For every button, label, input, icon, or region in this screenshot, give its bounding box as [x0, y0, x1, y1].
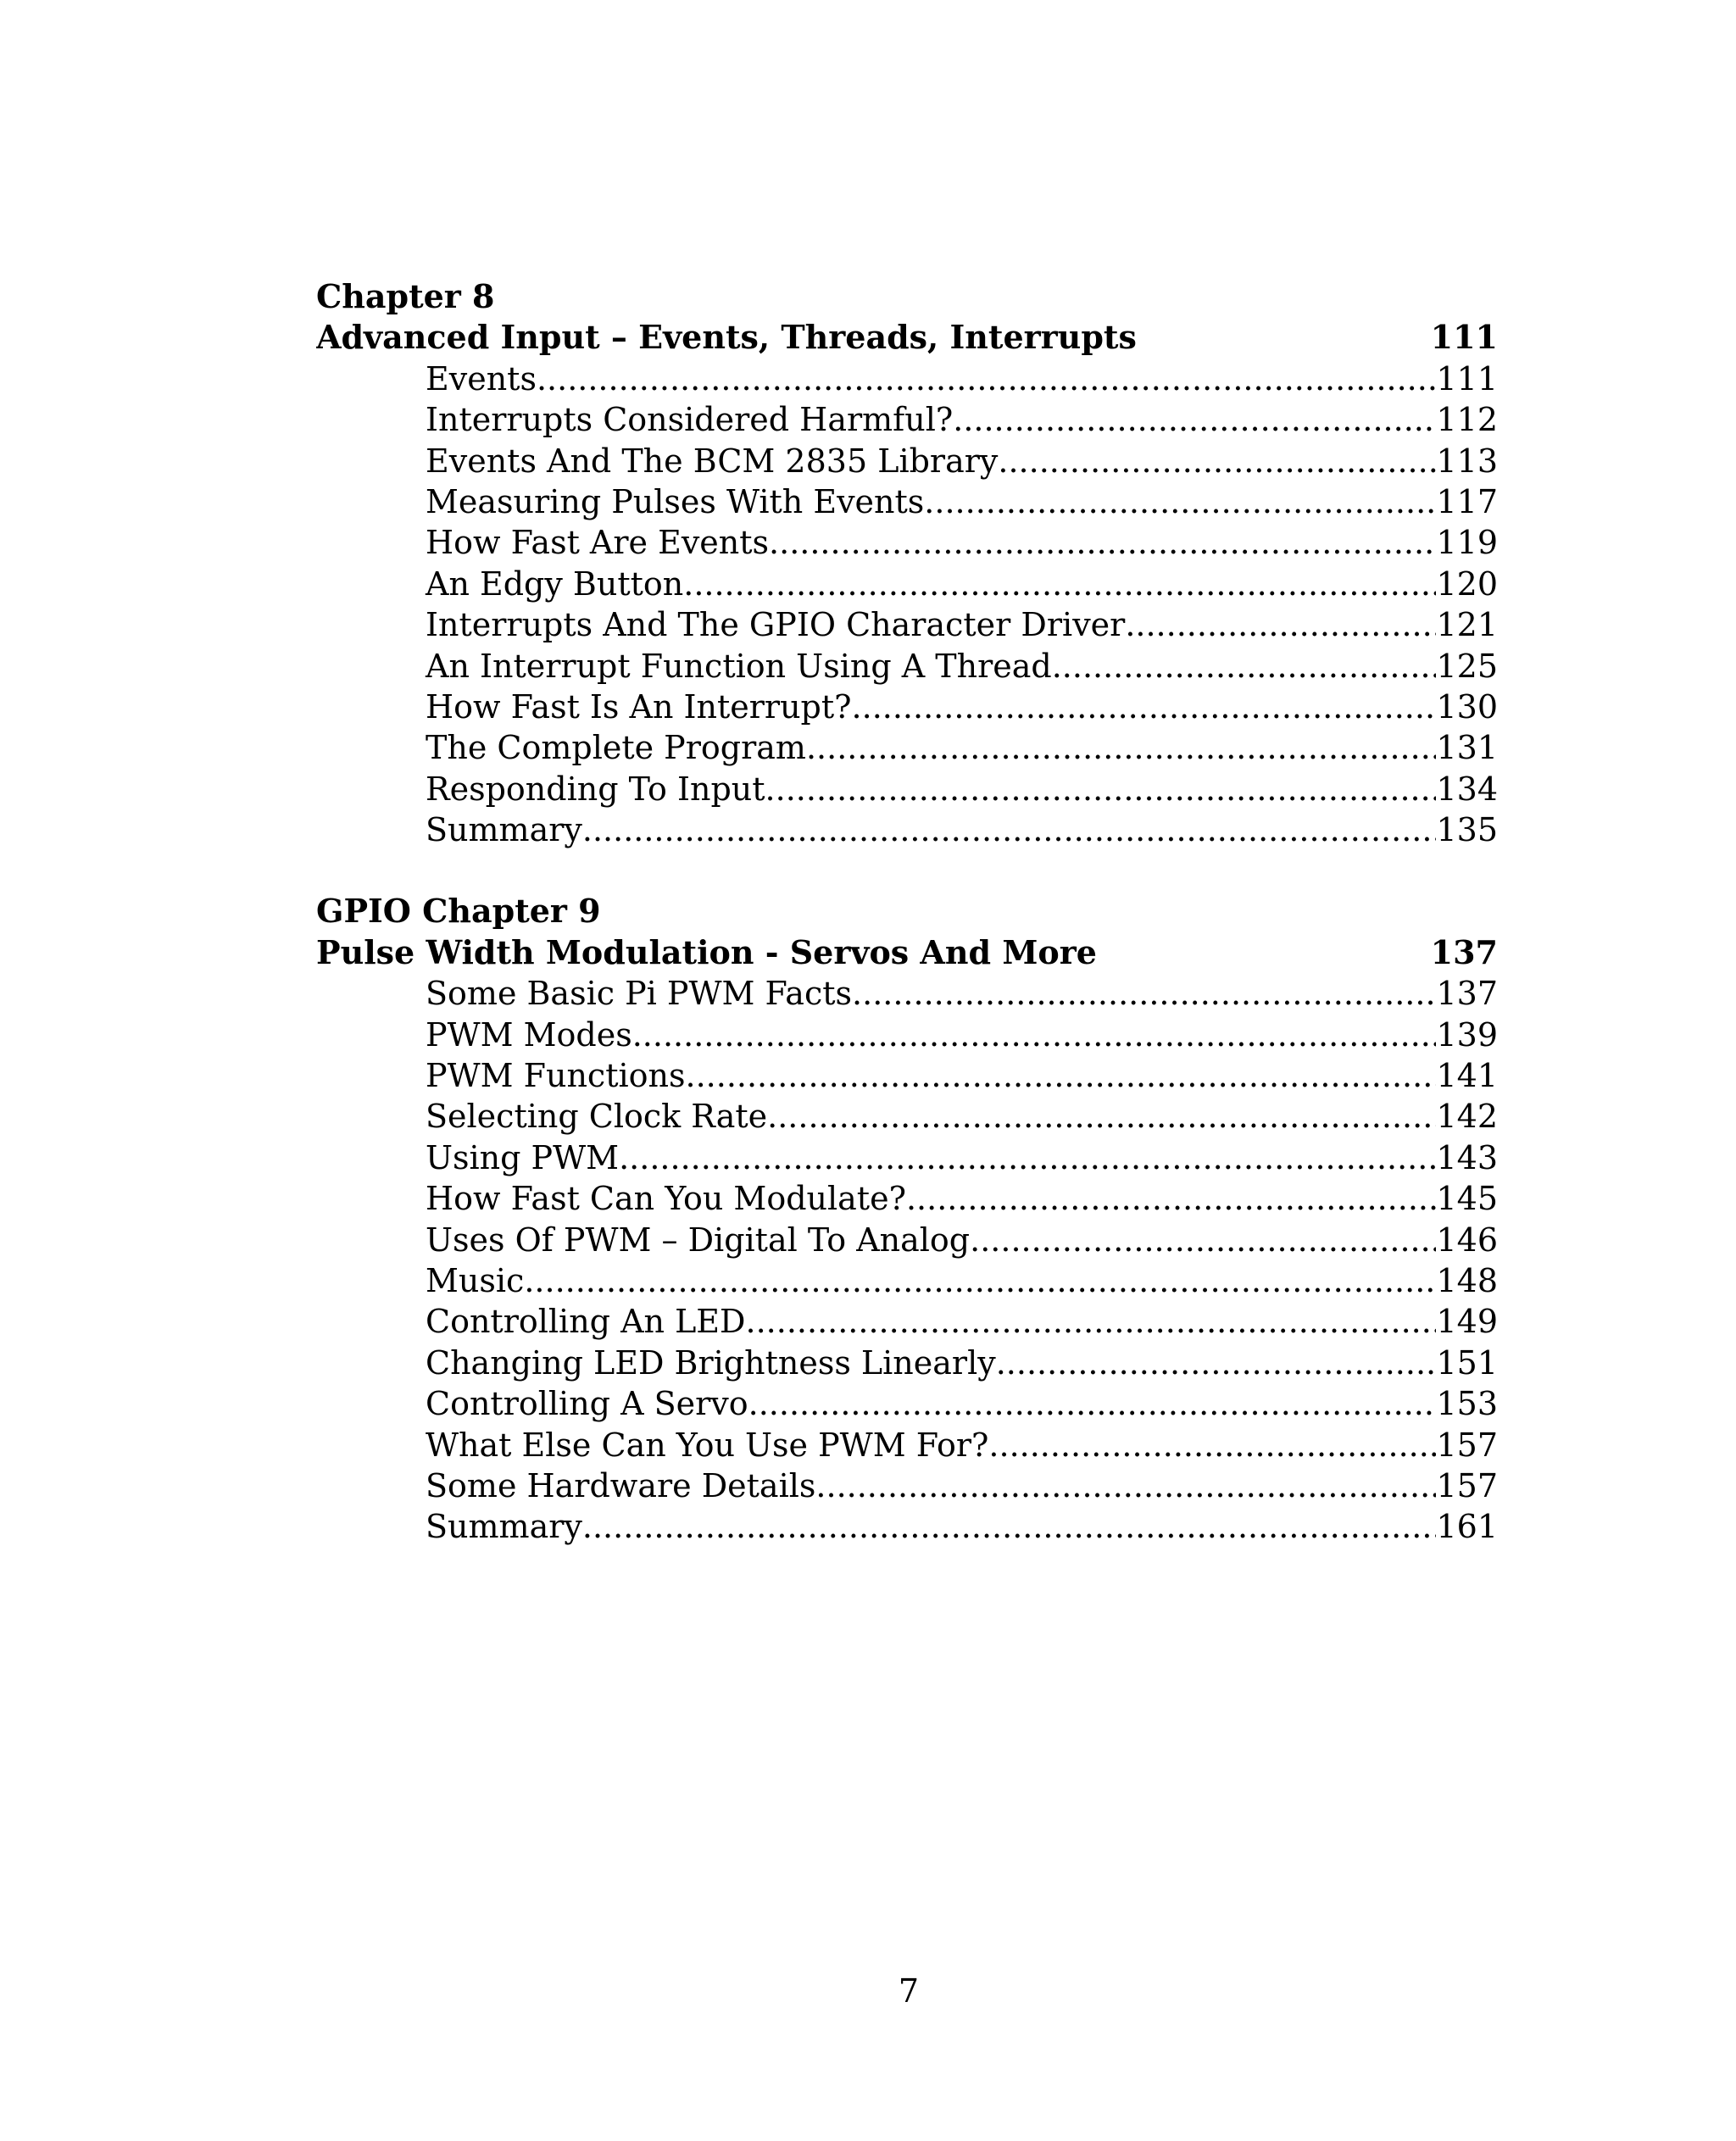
- toc-entry-title: Using PWM: [426, 1138, 620, 1176]
- toc-entry-title: Some Basic Pi PWM Facts: [426, 975, 853, 1013]
- toc-entry-page-number: 111: [1436, 359, 1498, 398]
- dot-leader: [683, 564, 1436, 604]
- chapter-section: [316, 276, 1498, 850]
- toc-entry[interactable]: [316, 1343, 1498, 1383]
- toc-entry[interactable]: [316, 646, 1498, 687]
- toc-entry-title: The Complete Program: [426, 729, 806, 767]
- dot-leader: [806, 727, 1437, 768]
- toc-entry-page-number: 161: [1436, 1508, 1498, 1546]
- toc-entry[interactable]: [316, 399, 1498, 440]
- toc-entry-title: Events And The BCM 2835 Library: [426, 442, 999, 480]
- toc-entry-page-number: 146: [1436, 1221, 1498, 1259]
- toc-entry[interactable]: [316, 359, 1498, 399]
- toc-entry-page-number: 112: [1436, 401, 1498, 439]
- toc-entry[interactable]: [316, 1506, 1498, 1547]
- chapter-label: GPIO Chapter 9: [316, 892, 601, 931]
- dot-leader: [953, 399, 1436, 440]
- toc-entry-page-number: 157: [1436, 1466, 1498, 1504]
- toc-entry[interactable]: [316, 1260, 1498, 1301]
- toc-entry-title: Selecting Clock Rate: [426, 1098, 768, 1136]
- toc-entry-page-number: 134: [1436, 770, 1498, 808]
- toc-entry-page-number: 119: [1436, 524, 1498, 562]
- dot-leader: [524, 1260, 1436, 1301]
- dot-leader: [996, 1343, 1437, 1383]
- toc-entry[interactable]: [316, 1301, 1498, 1342]
- chapter-label: Chapter 8: [316, 277, 495, 315]
- toc-entry[interactable]: [316, 1137, 1498, 1178]
- dot-leader: [686, 1055, 1437, 1096]
- toc-entry[interactable]: [316, 564, 1498, 604]
- toc-entry[interactable]: [316, 809, 1498, 850]
- toc-entry-title: Uses Of PWM – Digital To Analog: [426, 1221, 971, 1259]
- toc-entry-page-number: 125: [1436, 647, 1498, 685]
- toc-entry-page-number: 120: [1436, 564, 1498, 603]
- chapter-title-row: [316, 317, 1498, 358]
- dot-leader: [769, 522, 1436, 563]
- toc-entry[interactable]: [316, 727, 1498, 768]
- toc-entry[interactable]: [316, 1096, 1498, 1137]
- toc-entry-title: Music: [426, 1261, 525, 1299]
- toc-entry-title: How Fast Can You Modulate?: [426, 1180, 906, 1218]
- dot-leader: [852, 973, 1436, 1014]
- dot-leader: [537, 359, 1437, 399]
- toc-entry-title: How Fast Is An Interrupt?: [426, 687, 852, 726]
- toc-entry[interactable]: [316, 1055, 1498, 1096]
- dot-leader: [906, 1178, 1437, 1219]
- dot-leader: [767, 1096, 1436, 1137]
- chapter-title-row: [316, 932, 1498, 973]
- toc-entry[interactable]: [316, 1015, 1498, 1055]
- dot-leader: [748, 1383, 1437, 1424]
- chapter-title: Pulse Width Modulation - Servos And More: [316, 932, 1097, 971]
- dot-leader: [815, 1465, 1436, 1506]
- toc-entry[interactable]: [316, 1425, 1498, 1465]
- toc-entry-title: Some Hardware Details: [426, 1466, 816, 1504]
- chapter-section: [316, 891, 1498, 1547]
- dot-leader: [852, 687, 1437, 727]
- toc-entry-page-number: 121: [1436, 606, 1498, 644]
- toc-entry[interactable]: [316, 769, 1498, 809]
- toc-entry-title: Measuring Pulses With Events: [426, 482, 925, 520]
- dot-leader: [746, 1301, 1437, 1342]
- toc-entry-page-number: 142: [1436, 1098, 1498, 1136]
- toc-entry-page-number: 113: [1436, 442, 1498, 480]
- toc-entry-title: An Edgy Button: [426, 564, 684, 603]
- toc-entry-title: Controlling A Servo: [426, 1385, 748, 1423]
- toc-entry-title: Controlling An LED: [426, 1303, 746, 1341]
- toc-entry-title: Events: [426, 359, 537, 398]
- toc-entry-page-number: 137: [1436, 975, 1498, 1013]
- chapter-page-number: 137: [1430, 932, 1498, 971]
- dot-leader: [998, 441, 1436, 481]
- toc-entry[interactable]: [316, 1465, 1498, 1506]
- toc-entry-title: Changing LED Brightness Linearly: [426, 1343, 996, 1382]
- toc-entry-title: Summary: [426, 1508, 582, 1546]
- toc-entry[interactable]: [316, 522, 1498, 563]
- table-of-contents: [316, 276, 1498, 1548]
- toc-entry-page-number: 131: [1436, 729, 1498, 767]
- toc-entry-title: Responding To Input: [426, 770, 765, 808]
- dot-leader: [970, 1220, 1436, 1260]
- dot-leader: [988, 1425, 1436, 1465]
- toc-entry[interactable]: [316, 973, 1498, 1014]
- toc-entry-title: Interrupts Considered Harmful?: [426, 401, 954, 439]
- toc-entry-title: PWM Modes: [426, 1015, 632, 1054]
- dot-leader: [924, 481, 1436, 522]
- toc-entry-page-number: 157: [1436, 1426, 1498, 1464]
- toc-entry[interactable]: [316, 441, 1498, 481]
- toc-entry[interactable]: [316, 1178, 1498, 1219]
- toc-entry-page-number: 130: [1436, 687, 1498, 726]
- toc-entry-page-number: 145: [1436, 1180, 1498, 1218]
- toc-entry-page-number: 148: [1436, 1261, 1498, 1299]
- toc-entry-title: Summary: [426, 811, 582, 849]
- toc-entry-page-number: 149: [1436, 1303, 1498, 1341]
- toc-entry[interactable]: [316, 481, 1498, 522]
- toc-entry-page-number: 153: [1436, 1385, 1498, 1423]
- dot-leader: [619, 1137, 1436, 1178]
- dot-leader: [765, 769, 1437, 809]
- toc-entry[interactable]: [316, 1383, 1498, 1424]
- dot-leader: [1125, 604, 1436, 645]
- toc-entry-page-number: 139: [1436, 1015, 1498, 1054]
- toc-entry-title: An Interrupt Function Using A Thread: [426, 647, 1052, 685]
- chapter-page-number: 111: [1430, 318, 1498, 357]
- dot-leader: [632, 1015, 1437, 1055]
- toc-entry[interactable]: [316, 604, 1498, 645]
- chapter-title: Advanced Input – Events, Threads, Interrupts: [316, 318, 1137, 357]
- toc-entry-page-number: 141: [1436, 1057, 1498, 1095]
- toc-entry[interactable]: [316, 1220, 1498, 1260]
- toc-entry-page-number: 151: [1436, 1343, 1498, 1382]
- dot-leader: [1052, 646, 1437, 687]
- dot-leader: [582, 809, 1437, 850]
- toc-entry-page-number: 135: [1436, 811, 1498, 849]
- toc-entry-title: How Fast Are Events: [426, 524, 770, 562]
- toc-entry-title: PWM Functions: [426, 1057, 686, 1095]
- toc-entry-page-number: 143: [1436, 1138, 1498, 1176]
- toc-entry-title: What Else Can You Use PWM For?: [426, 1426, 989, 1464]
- toc-entry-page-number: 117: [1436, 482, 1498, 520]
- toc-entry-title: Interrupts And The GPIO Character Driver: [426, 606, 1126, 644]
- toc-entry[interactable]: [316, 687, 1498, 727]
- page-number: 7: [898, 1972, 920, 2010]
- dot-leader: [582, 1506, 1437, 1547]
